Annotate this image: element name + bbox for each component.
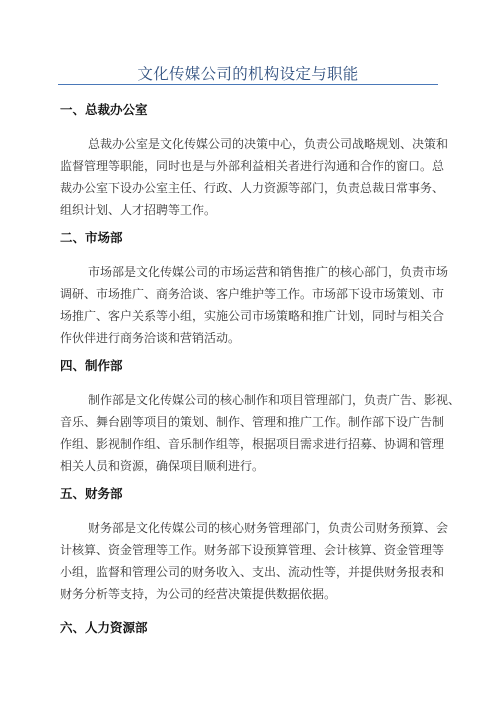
paragraph-line: 相关人员和资源，确保项目顺利进行。 <box>60 459 265 473</box>
section-paragraph <box>60 517 449 605</box>
section-executive-office <box>60 100 449 221</box>
paragraph-line: 作伙伴进行商务洽谈和营销活动。 <box>60 331 241 345</box>
section-heading: 二、市场部 <box>60 230 123 245</box>
section-heading: 四、制作部 <box>60 358 123 373</box>
section-heading: 一、总裁办公室 <box>60 102 148 117</box>
section-paragraph <box>60 133 449 221</box>
section-paragraph <box>60 261 449 349</box>
paragraph-line: 制作部是文化传媒公司的核心制作和项目管理部门，负责广告、影视、 <box>88 393 461 407</box>
section-paragraph <box>60 389 461 477</box>
paragraph-line: 调研、市场推广、商务洽谈、客户维护等工作。市场部下设市场策划、市 <box>60 287 445 301</box>
paragraph-line: 总裁办公室是文化传媒公司的决策中心，负责公司战略规划、决策和 <box>88 137 449 151</box>
paragraph-line: 小组，监督和管理公司的财务收入、支出、流动性等，并提供财务报表和 <box>60 565 445 579</box>
paragraph-line: 财务部是文化传媒公司的核心财务管理部门，负责公司财务预算、会 <box>88 521 449 535</box>
paragraph-line: 财务分析等支持，为公司的经营决策提供数据依据。 <box>60 587 337 601</box>
paragraph-line: 作组、影视制作组、音乐制作组等，根据项目需求进行招募、协调和管理 <box>60 437 445 451</box>
section-finance <box>60 484 449 605</box>
paragraph-line: 组织计划、人才招聘等工作。 <box>60 203 217 217</box>
section-marketing <box>60 228 449 349</box>
paragraph-line: 计核算、资金管理等工作。财务部下设预算管理、会计核算、资金管理等 <box>60 543 445 557</box>
section-heading: 六、人力资源部 <box>60 620 148 635</box>
paragraph-line: 裁办公室下设办公室主任、行政、人力资源等部门，负责总裁日常事务、 <box>60 181 445 195</box>
paragraph-line: 监督管理等职能，同时也是与外部利益相关者进行沟通和合作的窗口。总 <box>60 159 445 173</box>
paragraph-line: 场推广、客户关系等小组，实施公司市场策略和推广计划，同时与相关合 <box>60 309 445 323</box>
section-human-resources <box>60 618 440 638</box>
document-title: 文化传媒公司的机构设定与职能 <box>137 65 359 83</box>
paragraph-line: 音乐、舞台剧等项目的策划、制作、管理和推广工作。制作部下设广告制 <box>60 415 445 429</box>
paragraph-line: 市场部是文化传媒公司的市场运营和销售推广的核心部门，负责市场 <box>88 265 449 279</box>
title-underline <box>58 84 438 85</box>
section-production <box>60 356 461 477</box>
section-heading: 五、财务部 <box>60 486 123 501</box>
